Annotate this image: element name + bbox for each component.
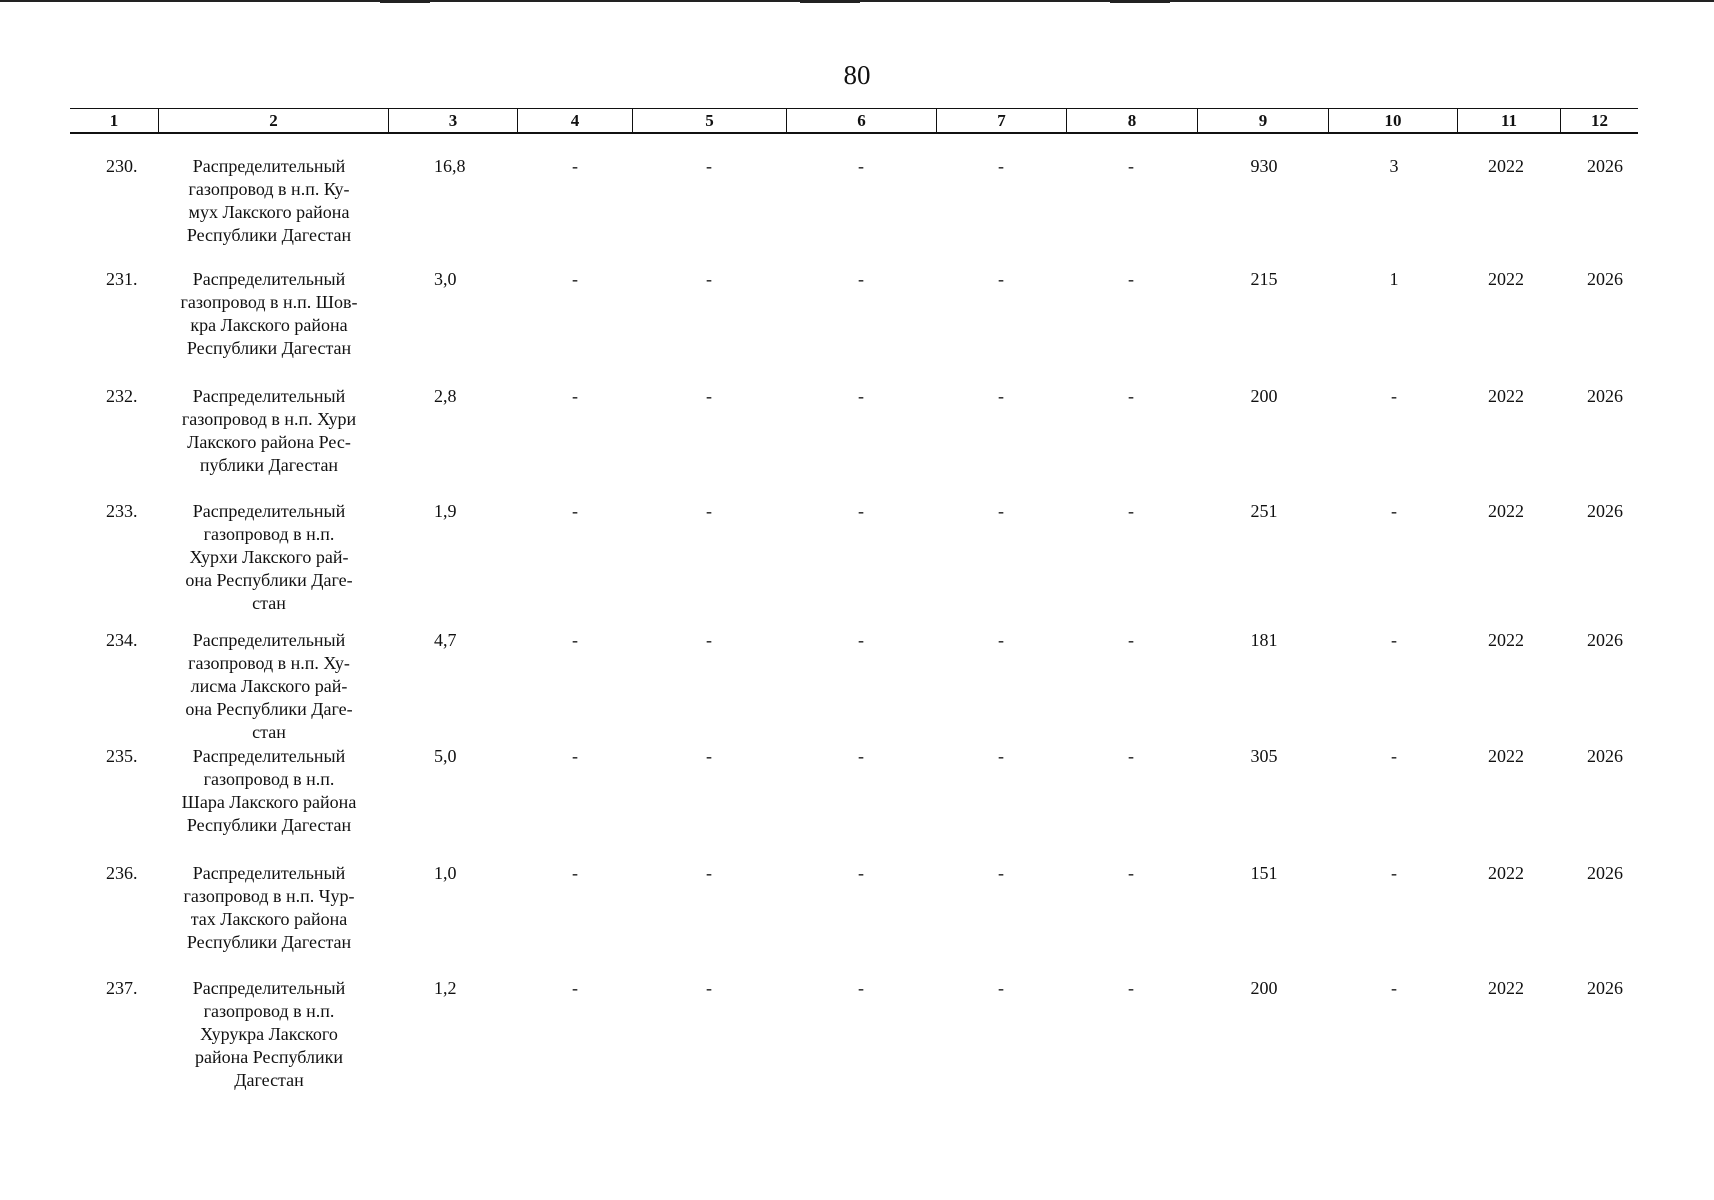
cell-c10: - <box>1391 386 1397 406</box>
cell-c12: 2026 <box>1587 269 1623 289</box>
length-value: 4,7 <box>434 630 457 650</box>
page-number: 80 <box>843 60 871 90</box>
cell-c9: 930 <box>1250 156 1278 176</box>
cell-c12: 2026 <box>1587 746 1623 766</box>
cell-c6: - <box>858 386 864 406</box>
length-value: 1,9 <box>434 501 457 521</box>
object-name-line: стан <box>252 593 286 613</box>
cell-c11: 2022 <box>1488 269 1524 289</box>
column-header-6: 6 <box>786 109 936 132</box>
object-name-line: Распределительный <box>192 630 346 650</box>
object-name-line: кра Лакского района <box>190 315 348 335</box>
object-name-line: лисма Лакского рай- <box>190 676 348 696</box>
column-header-3: 3 <box>388 109 517 132</box>
column-header-8: 8 <box>1066 109 1197 132</box>
object-name-line: Дагестан <box>234 1070 304 1090</box>
object-name-line: стан <box>252 722 286 742</box>
cell-c5: - <box>706 863 712 883</box>
object-name-line: Шара Лакского района <box>181 792 357 812</box>
object-name-line: Лакского района Рес- <box>187 432 351 452</box>
page-edge-mark <box>1110 0 1170 3</box>
cell-c8: - <box>1128 978 1134 998</box>
cell-c5: - <box>706 746 712 766</box>
cell-c4: - <box>572 630 578 650</box>
cell-c5: - <box>706 978 712 998</box>
object-name <box>158 385 380 477</box>
cell-c8: - <box>1128 386 1134 406</box>
object-name-line: газопровод в н.п. Чур- <box>183 886 355 906</box>
cell-c12: 2026 <box>1587 863 1623 883</box>
cell-c6: - <box>858 630 864 650</box>
cell-c12: 2026 <box>1587 501 1623 521</box>
object-name-line: Хурхи Лакского рай- <box>189 547 349 567</box>
object-name-line: Республики Дагестан <box>186 338 352 358</box>
cell-c12: 2026 <box>1587 978 1623 998</box>
cell-c5: - <box>706 630 712 650</box>
cell-c9: 151 <box>1250 863 1278 883</box>
object-name-line: газопровод в н.п. <box>203 524 335 544</box>
cell-c7: - <box>998 501 1004 521</box>
cell-c5: - <box>706 501 712 521</box>
cell-c11: 2022 <box>1488 746 1524 766</box>
object-name-line: газопровод в н.п. <box>203 1001 335 1021</box>
cell-c6: - <box>858 978 864 998</box>
cell-c11: 2022 <box>1488 501 1524 521</box>
object-name-line: она Республики Даге- <box>185 699 353 719</box>
row-number: 235. <box>106 746 138 766</box>
length-value: 3,0 <box>434 269 457 289</box>
cell-c6: - <box>858 746 864 766</box>
cell-c11: 2022 <box>1488 156 1524 176</box>
object-name-line: Республики Дагестан <box>186 815 352 835</box>
row-number: 230. <box>106 156 138 176</box>
cell-c4: - <box>572 156 578 176</box>
cell-c4: - <box>572 978 578 998</box>
object-name-line: газопровод в н.п. <box>203 769 335 789</box>
length-value: 1,0 <box>434 863 457 883</box>
object-name-line: Распределительный <box>192 269 346 289</box>
cell-c10: 1 <box>1389 269 1399 289</box>
row-number: 232. <box>106 386 138 406</box>
cell-c10: - <box>1391 746 1397 766</box>
column-header-9: 9 <box>1197 109 1328 132</box>
object-name <box>158 862 380 954</box>
cell-c9: 251 <box>1250 501 1278 521</box>
cell-c11: 2022 <box>1488 863 1524 883</box>
cell-c4: - <box>572 501 578 521</box>
cell-c6: - <box>858 156 864 176</box>
object-name-line: газопровод в н.п. Ку- <box>188 179 350 199</box>
length-value: 2,8 <box>434 386 457 406</box>
row-number: 231. <box>106 269 138 289</box>
object-name-line: газопровод в н.п. Хури <box>181 409 357 429</box>
cell-c6: - <box>858 501 864 521</box>
column-header-10: 10 <box>1328 109 1457 132</box>
cell-c7: - <box>998 746 1004 766</box>
cell-c6: - <box>858 863 864 883</box>
column-header-1: 1 <box>109 110 119 130</box>
cell-c5: - <box>706 269 712 289</box>
cell-c4: - <box>572 746 578 766</box>
page-edge-mark <box>380 0 430 3</box>
row-number: 233. <box>106 501 138 521</box>
object-name-line: она Республики Даге- <box>185 570 353 590</box>
cell-c9: 200 <box>1250 386 1278 406</box>
page-edge-mark <box>800 0 860 3</box>
cell-c11: 2022 <box>1488 978 1524 998</box>
cell-c5: - <box>706 386 712 406</box>
object-name <box>158 500 380 615</box>
length-value: 16,8 <box>434 156 466 176</box>
cell-c6: - <box>858 269 864 289</box>
length-value: 5,0 <box>434 746 457 766</box>
object-name-line: газопровод в н.п. Шов- <box>180 292 358 312</box>
cell-c4: - <box>572 269 578 289</box>
cell-c8: - <box>1128 269 1134 289</box>
cell-c8: - <box>1128 746 1134 766</box>
object-name-line: Распределительный <box>192 501 346 521</box>
object-name-line: района Республики <box>194 1047 344 1067</box>
cell-c9: 181 <box>1250 630 1278 650</box>
cell-c9: 305 <box>1250 746 1278 766</box>
cell-c7: - <box>998 863 1004 883</box>
object-name-line: Республики Дагестан <box>186 932 352 952</box>
object-name <box>158 745 380 837</box>
column-header-2: 2 <box>158 109 388 132</box>
cell-c8: - <box>1128 863 1134 883</box>
row-number: 236. <box>106 863 138 883</box>
object-name-line: Хурукра Лакского <box>200 1024 338 1044</box>
column-header-4: 4 <box>517 109 632 132</box>
cell-c9: 200 <box>1250 978 1278 998</box>
object-name-line: Распределительный <box>192 156 346 176</box>
cell-c10: - <box>1391 501 1397 521</box>
length-value: 1,2 <box>434 978 457 998</box>
column-header-5: 5 <box>632 109 786 132</box>
object-name-line: Республики Дагестан <box>186 225 352 245</box>
cell-c11: 2022 <box>1488 386 1524 406</box>
object-name-line: Распределительный <box>192 863 346 883</box>
cell-c12: 2026 <box>1587 386 1623 406</box>
cell-c8: - <box>1128 630 1134 650</box>
object-name-line: Распределительный <box>192 386 346 406</box>
object-name-line: мух Лакского района <box>188 202 350 222</box>
cell-c12: 2026 <box>1587 156 1623 176</box>
cell-c10: - <box>1391 978 1397 998</box>
cell-c12: 2026 <box>1587 630 1623 650</box>
object-name-line: публики Дагестан <box>199 455 339 475</box>
object-name <box>158 629 380 744</box>
table-header-row <box>70 108 1638 134</box>
cell-c7: - <box>998 269 1004 289</box>
cell-c4: - <box>572 386 578 406</box>
cell-c7: - <box>998 156 1004 176</box>
cell-c5: - <box>706 156 712 176</box>
cell-c10: - <box>1391 863 1397 883</box>
cell-c8: - <box>1128 156 1134 176</box>
cell-c10: 3 <box>1389 156 1399 176</box>
cell-c10: - <box>1391 630 1397 650</box>
cell-c8: - <box>1128 501 1134 521</box>
object-name <box>158 155 380 247</box>
object-name-line: газопровод в н.п. Ху- <box>188 653 350 673</box>
object-name <box>158 977 380 1092</box>
row-number: 237. <box>106 978 138 998</box>
object-name <box>158 268 380 360</box>
cell-c9: 215 <box>1250 269 1278 289</box>
cell-c11: 2022 <box>1488 630 1524 650</box>
column-header-11: 11 <box>1457 109 1560 132</box>
object-name-line: Распределительный <box>192 746 346 766</box>
column-header-12: 12 <box>1560 109 1638 132</box>
cell-c4: - <box>572 863 578 883</box>
row-number: 234. <box>106 630 138 650</box>
cell-c7: - <box>998 386 1004 406</box>
column-header-7: 7 <box>936 109 1066 132</box>
cell-c7: - <box>998 630 1004 650</box>
object-name-line: Распределительный <box>192 978 346 998</box>
object-name-line: тах Лакского района <box>190 909 348 929</box>
cell-c7: - <box>998 978 1004 998</box>
